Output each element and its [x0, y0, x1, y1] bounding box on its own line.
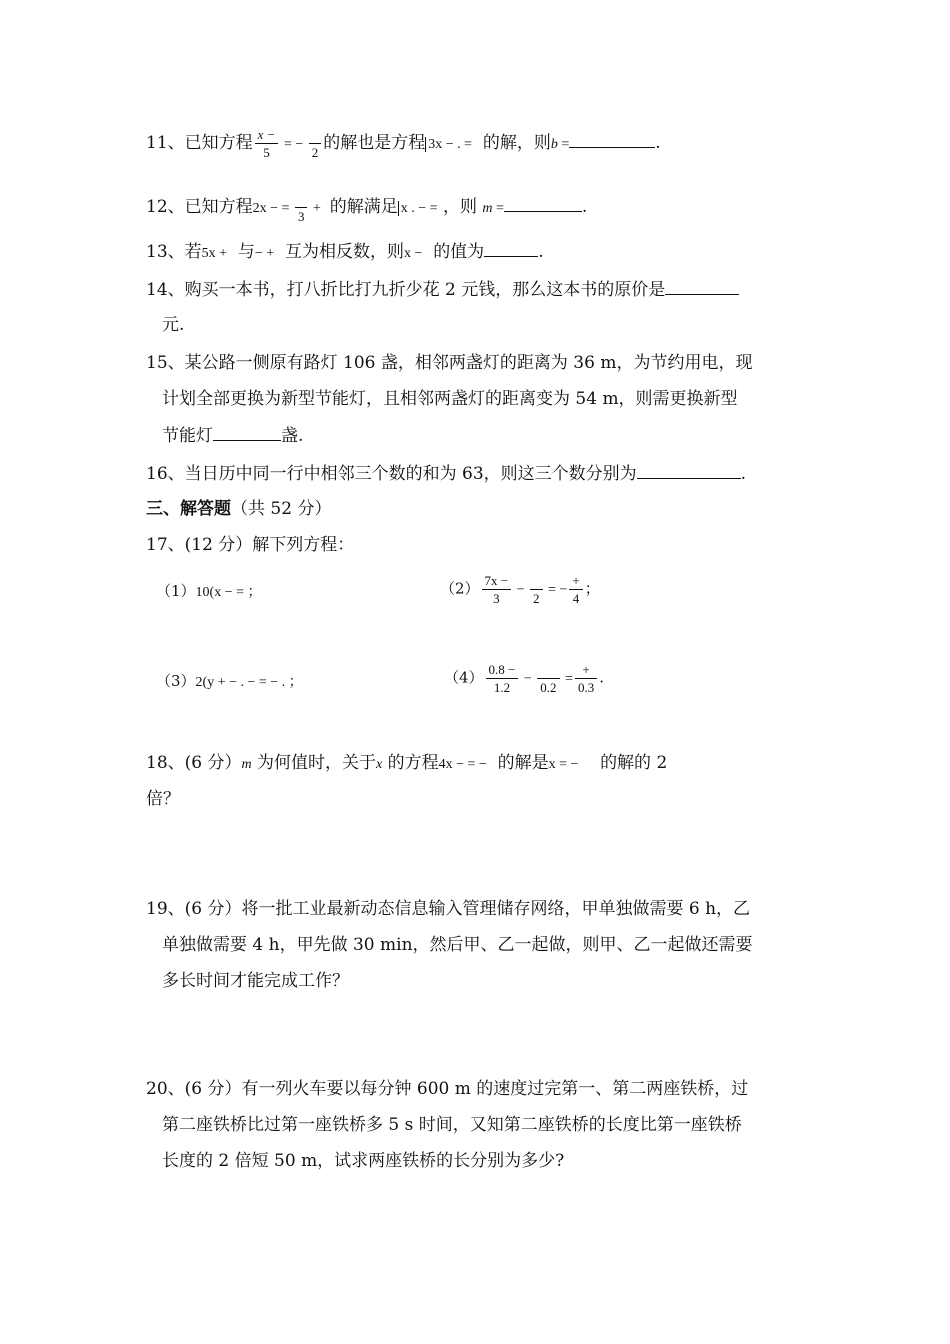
q11-abs-expression: 3x − . =	[425, 137, 472, 152]
question-17-title: 17、(12 分）解下列方程：	[146, 535, 355, 555]
question-19-line-3: 多长时间才能完成工作？	[162, 971, 349, 991]
q11-fraction-2: 2	[309, 126, 322, 161]
question-16: 16、当日历中同一行中相邻三个数的和为 63，则这三个数分别为 .	[146, 464, 747, 484]
q14-answer-blank[interactable]	[665, 278, 739, 295]
section-heading: 三、解答题（共 52 分）	[146, 499, 332, 519]
q17-p4-fraction-2: 0.2	[537, 661, 559, 696]
question-18-line-1: 18、(6 分）m 为何值时，关于x 的方程4x − = − 的解是x = − 的解的 2	[146, 753, 668, 773]
question-20-line-2: 第二座铁桥比过第一座铁桥多 5 s 时间，又知第二座铁桥的长度比第一座铁桥	[162, 1115, 742, 1135]
q17-part-3: （3）2(y + − . − = − . ；	[156, 672, 303, 690]
q13-answer-blank[interactable]	[484, 240, 538, 257]
q17-part-4: （4） $\frac{0.8 -}{1.2}$ − 0.2 = $\frac{+}{0.3}$ .	[444, 662, 604, 695]
q17-part-2: （2） $\frac{7x -}{3}$ − 2 = − $\frac{+}{4}$ ；	[440, 573, 600, 606]
q16-answer-blank[interactable]	[637, 462, 741, 479]
question-15-line-3: 节能灯 盏.	[162, 426, 304, 446]
question-12: 12、已知方程2x − = 3 + 的解满足 x . − = ，则 m = .	[146, 190, 587, 225]
q12-abs-expression: x . − =	[398, 201, 438, 216]
q17-p4-fraction-3: $\frac{+}{0.3}$	[575, 661, 597, 696]
question-15-line-2: 计划全部更换为新型节能灯，且相邻两盏灯的距离变为 54 m，则需更换新型	[162, 389, 738, 409]
q12-fraction: 3	[295, 190, 308, 225]
q11-answer-blank[interactable]	[569, 131, 655, 148]
question-20-line-3: 长度的 2 倍短 50 m，试求两座铁桥的长分别为多少?	[162, 1151, 565, 1171]
q17-p2-fraction-1: $\frac{7x -}{3}$	[482, 572, 512, 607]
q17-part-1: （1）10(x − = ；	[156, 582, 262, 600]
question-19-line-2: 单独做需要 4 h，甲先做 30 min，然后甲、乙一起做，则甲、乙一起做还需要	[162, 935, 753, 955]
q15-answer-blank[interactable]	[213, 424, 281, 441]
question-13: 13、若5x + 与− + 互为相反数，则x − 的值为 .	[146, 242, 544, 262]
q17-p2-fraction-3: $\frac{+}{4}$	[569, 572, 582, 607]
question-19-line-1: 19、(6 分）将一批工业最新动态信息输入管理储存网络，甲单独做需要 6 h，乙	[146, 899, 751, 919]
q17-p4-fraction-1: $\frac{0.8 -}{1.2}$	[486, 661, 519, 696]
q11-fraction: $\frac{x -}{5}$	[255, 126, 279, 161]
question-20-line-1: 20、(6 分）有一列火车要以每分钟 600 m 的速度过完第一、第二两座铁桥，过	[146, 1079, 749, 1099]
question-18-line-2: 倍？	[146, 789, 180, 809]
q12-answer-blank[interactable]	[504, 195, 582, 212]
question-14-line-1: 14、购买一本书，打八折比打九折少花 2 元钱，那么这本书的原价是	[146, 278, 739, 301]
q17-p2-fraction-2: 2	[530, 572, 543, 607]
question-15-line-1: 15、某公路一侧原有路灯 106 盏，相邻两盏灯的距离为 36 m，为节约用电，现	[146, 353, 753, 373]
question-11: 11、已知方程 $\frac{x -}{5}$ = − 2 的解也是方程 3x − . = 的解，则b = .	[146, 127, 661, 160]
question-14-line-2: 元.	[162, 315, 185, 335]
